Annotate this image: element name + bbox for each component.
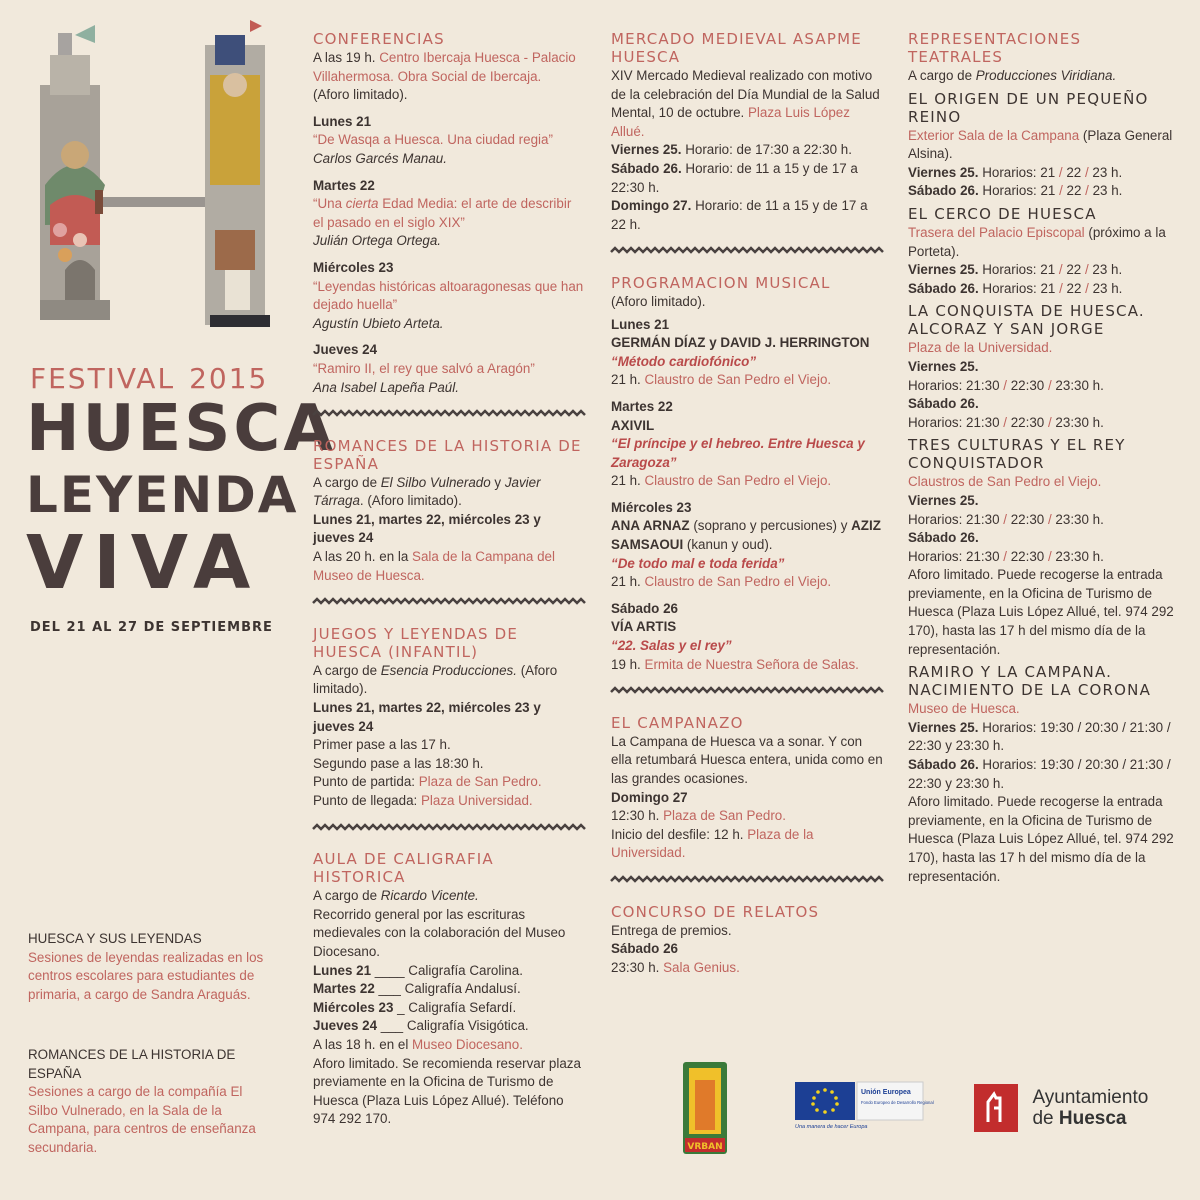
merc-row: Sábado 26. Horario: de 11 a 15 y de 17 a 22:30 h. [611, 160, 858, 195]
play-day: Viernes 25. [908, 492, 979, 508]
wavy-divider [611, 875, 883, 883]
camp-desc: La Campana de Huesca va a sonar. Y con ella retumbará Huesca entera, unida como en las grandes ocasiones. [611, 733, 883, 786]
rom-desc: A cargo de El Silbo Vulnerado y Javier Tárraga. (Aforo limitado). [313, 474, 541, 509]
camp-day: Domingo 27 [611, 789, 688, 805]
title-huesca: HUESCA [26, 392, 336, 466]
merc-desc: XIV Mercado Medieval realizado con motivo de la celebración del Día Mundial de la Salud Mental, 10 de octubre. Plaza Luis López Allué. [611, 68, 880, 139]
jue-line: Primer pase a las 17 h. [313, 737, 451, 753]
play-place: Museo de Huesca. [908, 701, 1020, 717]
column-1 [313, 30, 585, 1129]
title-viva: VIVA [26, 520, 261, 606]
eu-text-2: Fondo Europeo de Desarrollo Regional [861, 1100, 934, 1105]
merc-row: Viernes 25. Horario: de 17:30 a 22:30 h. [611, 142, 852, 158]
play-day: Sábado 26. [908, 396, 979, 412]
urban-text: VRBAN [687, 1142, 723, 1152]
festival-word: FESTIVAL [30, 362, 176, 395]
aula-row: Lunes 21 ____ Caligrafía Carolina. [313, 962, 523, 978]
side-note-huesca-leyendas [28, 930, 273, 1004]
conf-item: Jueves 24 “Ramiro II, el rey que salvó a Aragón” Ana Isabel Lapeña Paúl. [313, 342, 535, 395]
column-3 [908, 30, 1178, 886]
play-place: Plaza de la Universidad. [908, 340, 1053, 356]
play-row: Sábado 26. Horarios: 21 / 22 / 23 h. [908, 280, 1123, 296]
conc-line: 23:30 h. Sala Genius. [611, 959, 740, 975]
mus-item: Lunes 21 GERMÁN DÍAZ y DAVID J. HERRINGTON “Método cardiofónico” 21 h. Claustro de San Pedro el Viejo. [611, 316, 870, 388]
jue-line: Punto de llegada: Plaza Universidad. [313, 793, 533, 808]
conc-desc: Entrega de premios. [611, 922, 732, 938]
section-title-representaciones: REPRESENTACIONES TEATRALES [908, 30, 1082, 66]
mus-item: Sábado 26 VÍA ARTIS “22. Salas y el rey” 19 h. Ermita de Nuestra Señora de Salas. [611, 600, 859, 672]
play-place: Trasera del Palacio Episcopal (próximo a la Porteta). [908, 224, 1166, 259]
mus-item: Martes 22 AXIVIL “El príncipe y el hebreo. Entre Huesca y Zaragoza” 21 h. Claustro de San Pedro el Viejo. [611, 398, 865, 489]
wavy-divider [611, 686, 883, 694]
column-2 [611, 30, 883, 977]
side-note-text: Sesiones a cargo de la compañía El Silbo Vulnerado, en la Sala de la Campana, para centros de enseñanza secundaria. [28, 1084, 256, 1155]
play-place: Claustros de San Pedro el Viejo. [908, 474, 1102, 490]
conf-item: Lunes 21 “De Wasqa a Huesca. Una ciudad regia” Carlos Garcés Manau. [313, 113, 553, 166]
play-row: Viernes 25. Horarios: 21 / 22 / 23 h. [908, 262, 1123, 278]
side-note-heading: ROMANCES DE LA HISTORIA DE ESPAÑA [28, 1047, 236, 1081]
play-row: Viernes 25. Horarios: 19:30 / 20:30 / 21:30 / 22:30 y 23:30 h. [908, 719, 1171, 754]
merc-row: Domingo 27. Horario: de 11 a 15 y de 17 a 22 h. [611, 198, 868, 232]
jue-line: Segundo pase a las 18:30 h. [313, 755, 484, 771]
wavy-divider [313, 409, 585, 417]
conf-item: Miércoles 23 “Leyendas históricas altoaragonesas que han dejado huella” Agustín Ubieto Arteta. [313, 259, 584, 331]
conf-item: Martes 22 “Una cierta Edad Media: el arte de describir el pasado en el siglo XIX” Julián Ortega Ortega. [313, 177, 572, 249]
play-hours: Horarios: 21:30 / 22:30 / 23:30 h. [908, 377, 1104, 393]
conc-day: Sábado 26 [611, 941, 678, 957]
play-place: Exterior Sala de la Campana (Plaza General Alsina). [908, 127, 1173, 162]
eu-text-1: Unión Europea [861, 1089, 911, 1096]
section-title-concurso: CONCURSO DE RELATOS [611, 902, 820, 921]
section-title-romances: ROMANCES DE LA HISTORIA DE ESPAÑA [313, 436, 582, 473]
camp-line: 12:30 h. Plaza de San Pedro. [611, 808, 786, 824]
play-row: Sábado 26. Horarios: 19:30 / 20:30 / 21:30 / 22:30 y 23:30 h. [908, 757, 1171, 791]
festival-dates: DEL 21 AL 27 DE SEPTIEMBRE [30, 620, 273, 635]
eu-text-3: Una manera de hacer Europa [795, 1124, 868, 1130]
play-title-ramiro: RAMIRO Y LA CAMPANA. NACIMIENTO DE LA CORONA [908, 663, 1152, 700]
wavy-divider [313, 597, 585, 605]
mus-item: Miércoles 23 ANA ARNAZ (soprano y percusiones) y AZIZ SAMSAOUI (kanun y oud). “De todo mal e toda ferida” 21 h. Claustro de San Pedro el Viejo. [611, 499, 881, 590]
jue-days: Lunes 21, martes 22, miércoles 23 y jueves 24 [313, 700, 541, 734]
section-title-mercado: MERCADO MEDIEVAL ASAPME HUESCA [611, 30, 862, 66]
wavy-divider [611, 246, 883, 254]
aula-note: Aforo limitado. Se recomienda reservar plaza previamente en la Oficina de Turismo de Huesca (Plaza Luis López Allué). Teléfono 974 292 170. [313, 1055, 581, 1127]
section-title-campanazo: EL CAMPANAZO [611, 713, 744, 732]
section-title-musical: PROGRAMACION MUSICAL [611, 273, 831, 292]
play-hours: Horarios: 21:30 / 22:30 / 23:30 h. [908, 414, 1104, 430]
ayuntamiento-logo [974, 1084, 1148, 1132]
play-row: Sábado 26. Horarios: 21 / 22 / 23 h. [908, 183, 1123, 199]
side-note-heading: HUESCA Y SUS LEYENDAS [28, 931, 202, 946]
ayuntamiento-text: Ayuntamiento de Huesca [1032, 1087, 1149, 1129]
festival-h-illustration [20, 15, 290, 345]
eu-logo [795, 1082, 934, 1130]
festival-year: 2015 [189, 362, 269, 395]
section-title-juegos: JUEGOS Y LEYENDAS DE HUESCA (INFANTIL) [313, 624, 519, 661]
aula-time: A las 18 h. en el Museo Diocesano. [313, 1036, 523, 1052]
side-note-text: Sesiones de leyendas realizadas en los centros escolares para estudiantes de primaria, a cargo de Sandra Araguás. [28, 949, 264, 1002]
rom-days: Lunes 21, martes 22, miércoles 23 y jueves 24 [313, 511, 541, 546]
play-day: Sábado 26. [908, 530, 979, 546]
aula-row: Jueves 24 ___ Caligrafía Visigótica. [313, 1018, 529, 1034]
camp-line: Inicio del desfile: 12 h. Plaza de la Universidad. [611, 826, 814, 861]
conf-intro: A las 19 h. Centro Ibercaja Huesca - Palacio Villahermosa. Obra Social de Ibercaja. (Aforo limitado). [313, 50, 576, 103]
play-note: Aforo limitado. Puede recogerse la entrada previamente, en la Oficina de Turismo de Huesca (Plaza Luis López Allué, tel. 974 292 170), hasta las 17 h del mismo día de la representación. [908, 567, 1174, 657]
play-day: Viernes 25. [908, 358, 979, 374]
aula-desc: Recorrido general por las escrituras medievales con la colaboración del Museo Diocesano. [313, 906, 566, 959]
aula-row: Miércoles 23 _ Caligrafía Sefardí. [313, 999, 517, 1015]
play-hours: Horarios: 21:30 / 22:30 / 23:30 h. [908, 511, 1104, 527]
aula-by: A cargo de Ricardo Vicente. [313, 888, 479, 904]
section-title-conferencias: CONFERENCIAS [313, 30, 445, 48]
wavy-divider [313, 823, 585, 831]
side-note-romances [28, 1046, 273, 1158]
urban-logo [681, 1060, 729, 1156]
festival-label [30, 362, 268, 395]
play-title-conquista: LA CONQUISTA DE HUESCA. ALCORAZ Y SAN JORGE [908, 302, 1145, 339]
play-note: Aforo limitado. Puede recogerse la entrada previamente, en la Oficina de Turismo de Huesca (Plaza Luis López Allué, tel. 974 292 170), hasta las 17 h del mismo día de la representación. [908, 794, 1174, 884]
play-title-origen: EL ORIGEN DE UN PEQUEÑO REINO [908, 89, 1149, 126]
play-hours: Horarios: 21:30 / 22:30 / 23:30 h. [908, 548, 1104, 564]
mus-aforo: (Aforo limitado). [611, 293, 706, 309]
aula-row: Martes 22 ___ Caligrafía Andalusí. [313, 981, 521, 997]
rom-time: A las 20 h. en la Sala de la Campana del Museo de Huesca. [313, 549, 555, 583]
rep-by: A cargo de Producciones Viridiana. [908, 68, 1117, 83]
ayuntamiento-emblem-icon [974, 1084, 1018, 1132]
title-leyenda: LEYENDA [26, 466, 299, 524]
play-title-cerco: EL CERCO DE HUESCA [908, 204, 1097, 223]
section-title-aula: AULA DE CALIGRAFIA HISTORICA [313, 850, 494, 887]
play-title-tres-culturas: TRES CULTURAS Y EL REY CONQUISTADOR [908, 436, 1126, 473]
jue-line: Punto de partida: Plaza de San Pedro. [313, 774, 542, 790]
play-row: Viernes 25. Horarios: 21 / 22 / 23 h. [908, 164, 1123, 180]
jue-desc: A cargo de Esencia Producciones. (Aforo limitado). [313, 662, 558, 697]
